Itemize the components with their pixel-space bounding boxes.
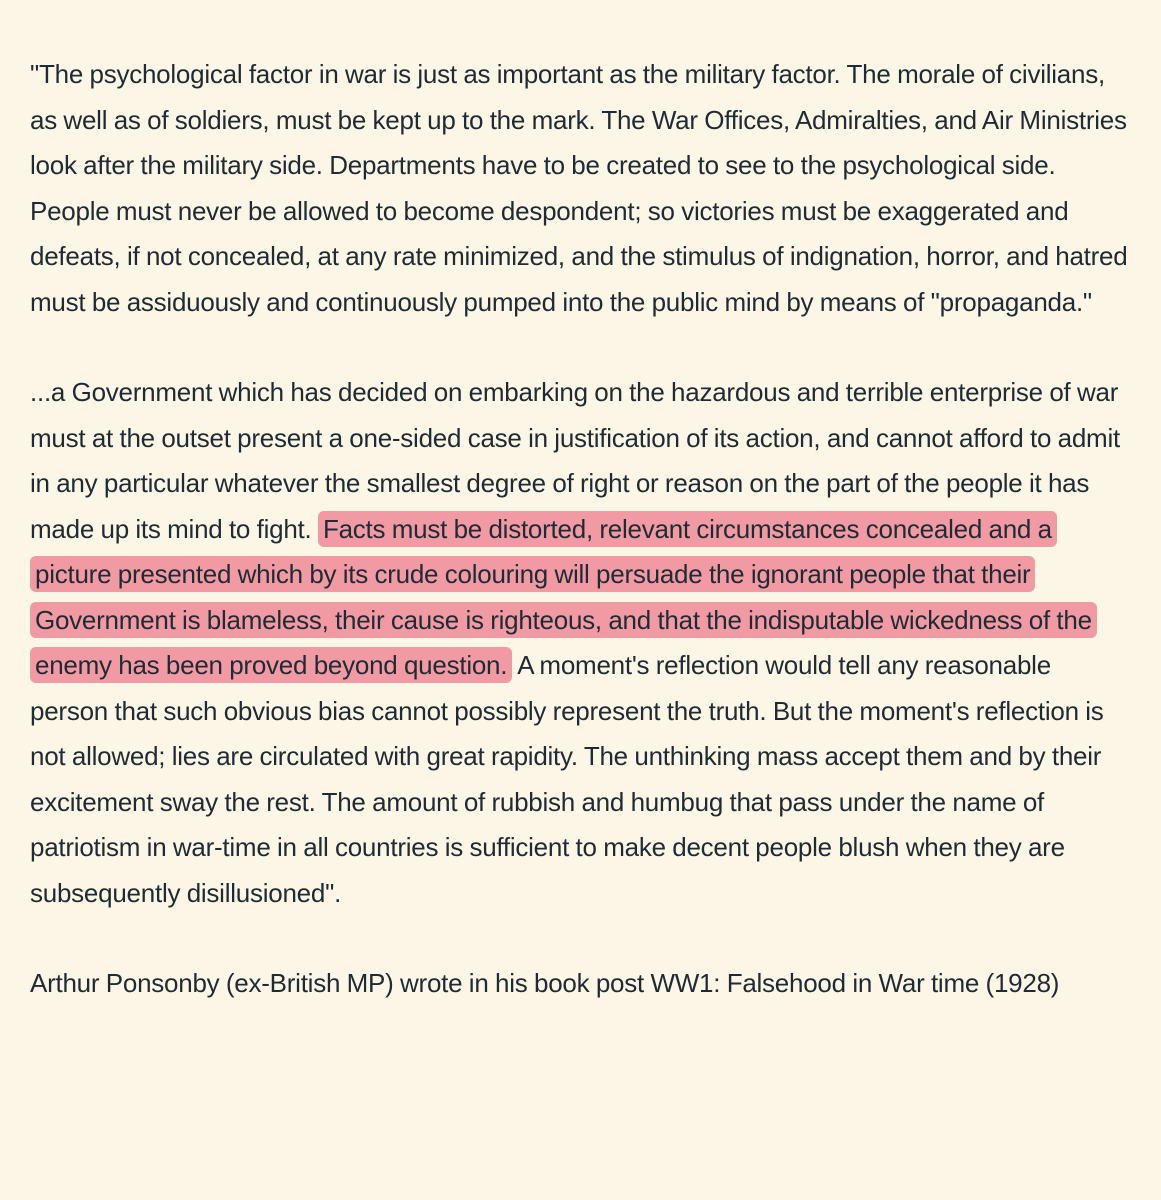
quote-paragraph-1: "The psychological factor in war is just as important as the military factor. The morale of civilians, as well as of soldiers, must be kept up to the mark. The War Offices, Admiralties, and Air Ministries look after the military side. Departments have to be created to see to the psychological side. People must never be allowed to become despondent; so victories must be exaggerated and defeats, if not concealed, at any rate minimized, and the stimulus of indignation, horror, and hatred must be assiduously and continuously pumped into the public mind by means of "propaganda." [30, 59, 1128, 317]
attribution: Arthur Ponsonby (ex-British MP) wrote in his book post WW1: Falsehood in War time (1928) [30, 968, 1060, 998]
quote-paragraph-2 [30, 370, 1133, 916]
highlighted-passage: Facts must be distorted, relevant circumstances concealed and a picture presented which by its crude colouring will persuade the ignorant people that their Government is blameless, their cause is righteous, and that the indisputable wickedness of the enemy has been proved beyond question. [30, 511, 1097, 684]
paragraph-2-text-before-highlight: ...a Government which has decided on embarking on the hazardous and terrible enterprise of war must at the outset present a one-sided case in justification of its action, and cannot afford to admit in any particular whatever the smallest degree of right or reason on the part of the people it has made up its mind to fight. [30, 377, 1120, 544]
paragraph-2-text-after-highlight: A moment's reflection would tell any reasonable person that such obvious bias cannot possibly represent the truth. But the moment's reflection is not allowed; lies are circulated with great rapidity. The unthinking mass accept them and by their excitement sway the rest. The amount of rubbish and humbug that pass under the name of patriotism in war-time in all countries is sufficient to make decent people blush when they are subsequently disillusioned". [30, 650, 1104, 908]
